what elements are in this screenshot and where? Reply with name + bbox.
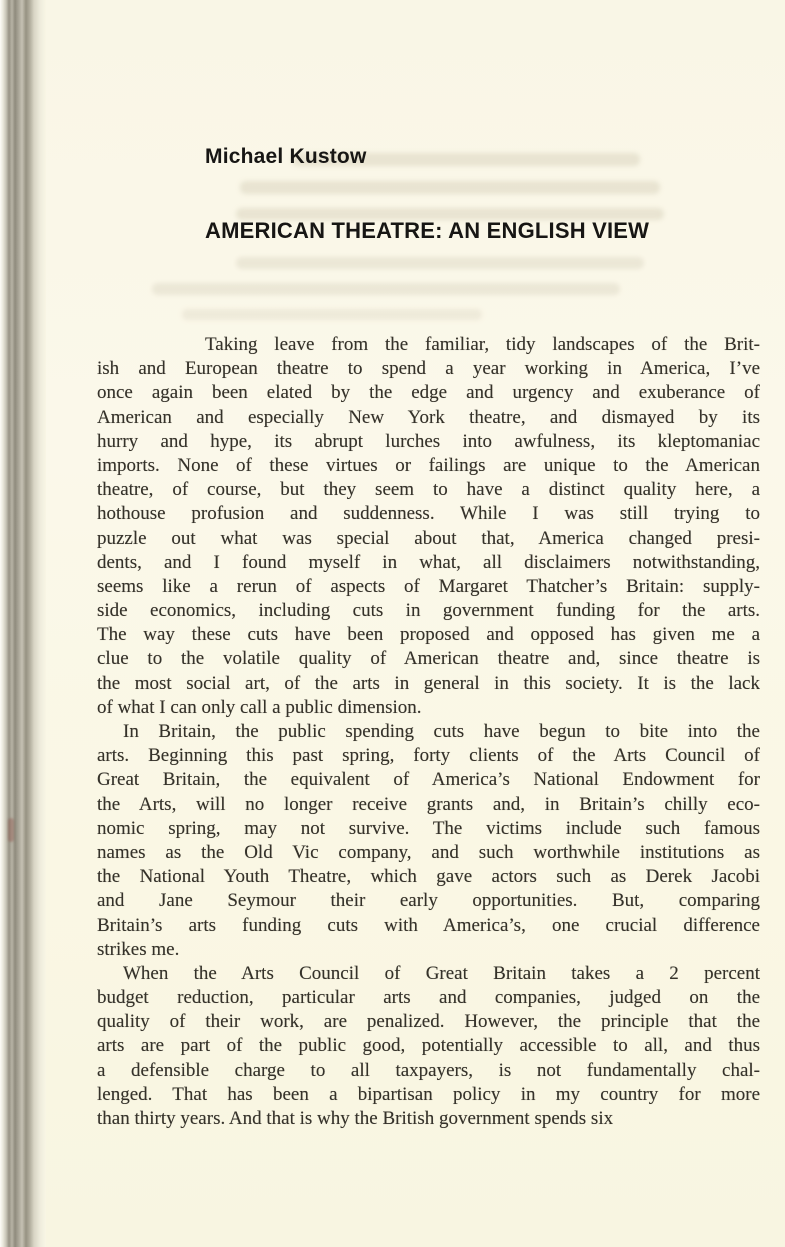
text-line: arts. Beginning this past spring, forty clients of the Arts Council of [97, 745, 760, 767]
text-line: the National Youth Theatre, which gave actors such as Derek Jacobi [97, 866, 760, 888]
text-line: of what I can only call a public dimension. [97, 696, 422, 718]
text-line: theatre, of course, but they seem to have a distinct quality here, a [97, 479, 760, 501]
paragraph [97, 720, 760, 962]
text-line: When the Arts Council of Great Britain takes a 2 percent [123, 962, 760, 984]
text-line: In Britain, the public spending cuts have begun to bite into the [123, 721, 760, 742]
text-line: and Jane Seymour their early opportunities. But, comparing [97, 890, 760, 912]
text-line: a defensible charge to all taxpayers, is not fundamentally chal- [97, 1059, 760, 1081]
text-line: Britain’s arts funding cuts with America’s, one crucial difference [97, 914, 760, 936]
text-line: budget reduction, particular arts and companies, judged on the [97, 987, 760, 1009]
text-line: the Arts, will no longer receive grants and, in Britain’s chilly eco- [97, 793, 760, 815]
showthrough-artifact [240, 181, 660, 194]
text-line: lenged. That has been a bipartisan policy in my country for more [97, 1083, 760, 1105]
text-line: side economics, including cuts in government funding for the arts. [97, 600, 760, 622]
binding-page-edges [0, 0, 46, 1247]
text-line: once again been elated by the edge and urgency and exuberance of [97, 382, 760, 404]
paragraph [97, 333, 760, 720]
text-line: quality of their work, are penalized. However, the principle that the [97, 1011, 760, 1033]
scan-artifact [8, 818, 14, 842]
showthrough-artifact [152, 283, 620, 295]
text-line: puzzle out what was special about that, America changed presi- [97, 527, 760, 549]
author-name: Michael Kustow [205, 145, 367, 168]
showthrough-artifact [182, 309, 482, 320]
text-line: Taking leave from the familiar, tidy landscapes of the Brit- [205, 334, 760, 355]
text-line: The way these cuts have been proposed and opposed has given me a [97, 624, 760, 646]
text-line: dents, and I found myself in what, all disclaimers notwithstanding, [97, 551, 760, 573]
text-line: American and especially New York theatre, and dismayed by its [97, 406, 760, 428]
text-line: imports. None of these virtues or failings are unique to the American [97, 454, 760, 476]
showthrough-artifact [236, 257, 644, 269]
text-line: the most social art, of the arts in general in this society. It is the lack [97, 672, 760, 694]
text-line: ish and European theatre to spend a year working in America, I’ve [97, 358, 760, 380]
body-text [97, 333, 760, 1131]
text-line: Great Britain, the equivalent of America’s National Endowment for [97, 769, 760, 791]
text-line: strikes me. [97, 938, 180, 960]
text-line: hurry and hype, its abrupt lurches into awfulness, its kleptomaniac [97, 430, 760, 452]
text-line: names as the Old Vic company, and such worthwhile institutions as [97, 841, 760, 863]
chapter-title: AMERICAN THEATRE: AN ENGLISH VIEW [205, 218, 650, 243]
paragraph [97, 962, 760, 1131]
text-line: seems like a rerun of aspects of Margaret Thatcher’s Britain: supply- [97, 575, 760, 597]
text-line: nomic spring, may not survive. The victims include such famous [97, 817, 760, 839]
text-line: clue to the volatile quality of American theatre and, since theatre is [97, 648, 760, 670]
text-line: hothouse profusion and suddenness. While I was still trying to [97, 503, 760, 525]
text-line: arts are part of the public good, potentially accessible to all, and thus [97, 1035, 760, 1057]
text-line: than thirty years. And that is why the British government spends six [97, 1108, 614, 1129]
